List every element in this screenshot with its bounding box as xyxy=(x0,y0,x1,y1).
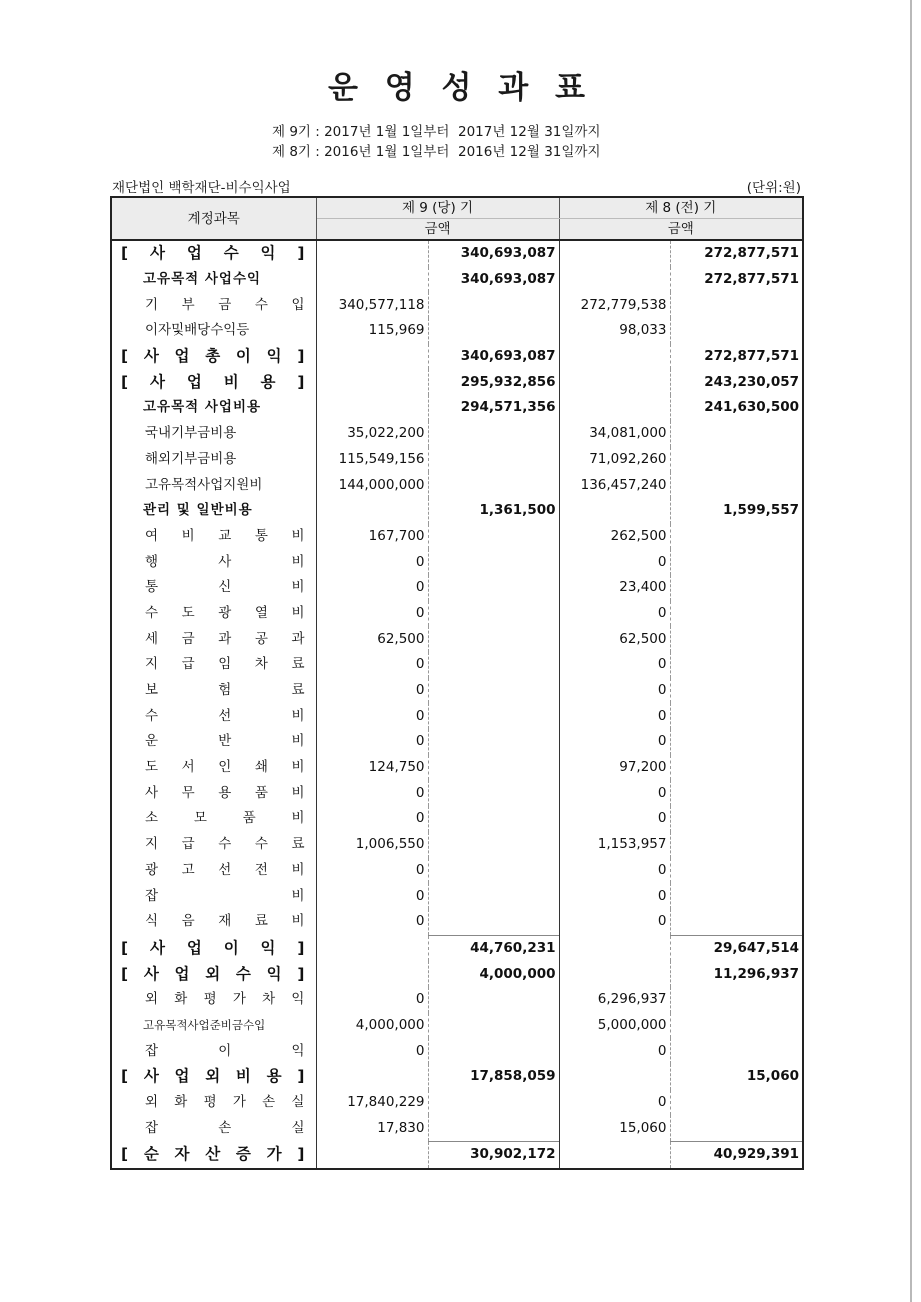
current-total-amount xyxy=(428,832,559,858)
page-edge xyxy=(910,0,912,1302)
account-name xyxy=(111,858,316,884)
current-total-amount xyxy=(428,987,559,1013)
account-name xyxy=(111,678,316,704)
prior-detail-amount xyxy=(559,369,670,395)
account-name xyxy=(111,318,316,344)
account-label: 잡 비 xyxy=(145,887,305,904)
table-row xyxy=(111,755,803,781)
prior-detail-amount: 0 xyxy=(559,703,670,729)
account-label: 소 모 품 비 xyxy=(145,810,305,827)
table-row xyxy=(111,1090,803,1116)
account-name xyxy=(111,729,316,755)
current-total-amount xyxy=(428,1038,559,1064)
prior-detail-amount: 262,500 xyxy=(559,524,670,550)
current-total-amount xyxy=(428,1013,559,1039)
header-account: 계정과목 xyxy=(111,197,316,240)
current-total-amount: 44,760,231 xyxy=(428,935,559,961)
table-row xyxy=(111,1142,803,1169)
prior-total-amount xyxy=(670,729,803,755)
account-label: 관리 및 일반비용 xyxy=(143,502,253,519)
table-row xyxy=(111,421,803,447)
current-detail-amount: 0 xyxy=(316,575,428,601)
current-total-amount: 30,902,172 xyxy=(428,1142,559,1169)
account-name xyxy=(111,652,316,678)
account-name xyxy=(111,498,316,524)
current-total-amount xyxy=(428,318,559,344)
current-total-amount xyxy=(428,292,559,318)
table-row xyxy=(111,267,803,293)
header-current-amount: 금액 xyxy=(316,219,559,241)
table-row xyxy=(111,575,803,601)
table-row xyxy=(111,292,803,318)
table-row xyxy=(111,395,803,421)
current-detail-amount: 4,000,000 xyxy=(316,1013,428,1039)
current-total-amount xyxy=(428,472,559,498)
organization-name: 재단법인 백학재단-비수익사업 xyxy=(112,180,291,196)
table-row xyxy=(111,678,803,704)
prior-detail-amount: 0 xyxy=(559,858,670,884)
operating-results-table xyxy=(110,196,804,1170)
table-row xyxy=(111,652,803,678)
prior-detail-amount: 34,081,000 xyxy=(559,421,670,447)
account-name xyxy=(111,267,316,293)
current-detail-amount xyxy=(316,267,428,293)
current-detail-amount: 0 xyxy=(316,780,428,806)
prior-total-amount: 40,929,391 xyxy=(670,1142,803,1169)
current-detail-amount xyxy=(316,935,428,961)
account-name xyxy=(111,292,316,318)
table-row xyxy=(111,549,803,575)
period-current: 제 9기 : 2017년 1월 1일부터 2017년 12월 31일까지 xyxy=(272,124,601,140)
table-row xyxy=(111,858,803,884)
current-total-amount: 17,858,059 xyxy=(428,1064,559,1090)
prior-detail-amount: 0 xyxy=(559,780,670,806)
current-total-amount xyxy=(428,858,559,884)
prior-total-amount xyxy=(670,575,803,601)
prior-total-amount xyxy=(670,755,803,781)
current-detail-amount: 0 xyxy=(316,678,428,704)
current-detail-amount: 0 xyxy=(316,1038,428,1064)
prior-total-amount: 15,060 xyxy=(670,1064,803,1090)
current-detail-amount: 1,006,550 xyxy=(316,832,428,858)
account-label: [ 사 업 수 익 ] xyxy=(121,244,305,263)
table-row xyxy=(111,369,803,395)
current-detail-amount: 0 xyxy=(316,987,428,1013)
prior-total-amount xyxy=(670,883,803,909)
account-name xyxy=(111,935,316,961)
table-row xyxy=(111,318,803,344)
account-name xyxy=(111,755,316,781)
prior-detail-amount: 5,000,000 xyxy=(559,1013,670,1039)
account-label: 보 험 료 xyxy=(145,682,305,699)
account-name xyxy=(111,395,316,421)
current-detail-amount: 144,000,000 xyxy=(316,472,428,498)
table-row xyxy=(111,601,803,627)
account-label: 지 급 임 차 료 xyxy=(145,656,305,673)
table-row xyxy=(111,1115,803,1141)
account-label: 지 급 수 수 료 xyxy=(145,836,305,853)
prior-total-amount xyxy=(670,292,803,318)
prior-total-amount: 241,630,500 xyxy=(670,395,803,421)
account-name xyxy=(111,1142,316,1169)
current-detail-amount: 124,750 xyxy=(316,755,428,781)
prior-total-amount xyxy=(670,780,803,806)
prior-total-amount xyxy=(670,601,803,627)
table-row xyxy=(111,524,803,550)
current-detail-amount xyxy=(316,369,428,395)
account-label: 식 음 재 료 비 xyxy=(145,913,305,930)
account-label: 세 금 과 공 과 xyxy=(145,630,305,647)
account-name xyxy=(111,987,316,1013)
current-detail-amount: 35,022,200 xyxy=(316,421,428,447)
prior-total-amount: 272,877,571 xyxy=(670,344,803,370)
account-label: 행 사 비 xyxy=(145,553,305,570)
account-name xyxy=(111,421,316,447)
current-total-amount: 340,693,087 xyxy=(428,267,559,293)
unit-label: (단위:원) xyxy=(746,180,801,196)
prior-total-amount xyxy=(670,447,803,473)
prior-total-amount xyxy=(670,1013,803,1039)
account-name xyxy=(111,369,316,395)
table-row xyxy=(111,1064,803,1090)
table-row xyxy=(111,1013,803,1039)
prior-detail-amount: 0 xyxy=(559,678,670,704)
current-total-amount: 295,932,856 xyxy=(428,369,559,395)
prior-total-amount: 272,877,571 xyxy=(670,267,803,293)
prior-detail-amount: 98,033 xyxy=(559,318,670,344)
period-prior: 제 8기 : 2016년 1월 1일부터 2016년 12월 31일까지 xyxy=(272,144,601,160)
current-detail-amount: 340,577,118 xyxy=(316,292,428,318)
current-detail-amount: 0 xyxy=(316,806,428,832)
account-label: 외 화 평 가 손 실 xyxy=(145,1094,305,1111)
account-label: 외 화 평 가 차 익 xyxy=(145,991,305,1008)
account-name xyxy=(111,549,316,575)
account-name xyxy=(111,909,316,935)
current-detail-amount xyxy=(316,498,428,524)
prior-detail-amount: 0 xyxy=(559,909,670,935)
current-total-amount xyxy=(428,678,559,704)
account-label: 사 무 용 품 비 xyxy=(145,784,305,801)
prior-detail-amount: 272,779,538 xyxy=(559,292,670,318)
account-name xyxy=(111,240,316,267)
current-detail-amount xyxy=(316,961,428,987)
current-total-amount xyxy=(428,626,559,652)
account-name xyxy=(111,1090,316,1116)
prior-total-amount xyxy=(670,524,803,550)
account-name xyxy=(111,703,316,729)
current-total-amount xyxy=(428,524,559,550)
current-detail-amount: 0 xyxy=(316,549,428,575)
table-row xyxy=(111,832,803,858)
current-total-amount: 4,000,000 xyxy=(428,961,559,987)
prior-detail-amount: 6,296,937 xyxy=(559,987,670,1013)
current-total-amount xyxy=(428,575,559,601)
prior-detail-amount xyxy=(559,961,670,987)
prior-detail-amount: 97,200 xyxy=(559,755,670,781)
prior-detail-amount: 136,457,240 xyxy=(559,472,670,498)
account-label: [ 사 업 이 익 ] xyxy=(121,938,305,957)
account-label: 국내기부금비용 xyxy=(145,425,237,442)
current-detail-amount: 167,700 xyxy=(316,524,428,550)
current-detail-amount: 0 xyxy=(316,858,428,884)
prior-detail-amount: 1,153,957 xyxy=(559,832,670,858)
prior-detail-amount: 0 xyxy=(559,1038,670,1064)
prior-detail-amount xyxy=(559,267,670,293)
account-label: 여 비 교 통 비 xyxy=(145,527,305,544)
account-label: 고유목적사업준비금수입 xyxy=(143,1017,266,1032)
account-name xyxy=(111,780,316,806)
current-total-amount xyxy=(428,729,559,755)
prior-total-amount xyxy=(670,806,803,832)
table-row xyxy=(111,240,803,267)
current-total-amount xyxy=(428,421,559,447)
prior-total-amount: 1,599,557 xyxy=(670,498,803,524)
prior-detail-amount: 71,092,260 xyxy=(559,447,670,473)
prior-detail-amount: 0 xyxy=(559,729,670,755)
table-row xyxy=(111,729,803,755)
account-name xyxy=(111,1013,316,1039)
account-label: [ 사 업 총 이 익 ] xyxy=(121,347,305,366)
account-name xyxy=(111,961,316,987)
prior-detail-amount: 0 xyxy=(559,1090,670,1116)
current-total-amount xyxy=(428,806,559,832)
account-label: [ 순 자 산 증 가 ] xyxy=(121,1145,305,1164)
prior-total-amount: 29,647,514 xyxy=(670,935,803,961)
prior-detail-amount xyxy=(559,395,670,421)
account-name xyxy=(111,524,316,550)
account-name xyxy=(111,344,316,370)
prior-total-amount xyxy=(670,1115,803,1141)
prior-detail-amount: 0 xyxy=(559,883,670,909)
current-total-amount xyxy=(428,780,559,806)
current-total-amount xyxy=(428,601,559,627)
prior-total-amount xyxy=(670,858,803,884)
prior-total-amount xyxy=(670,421,803,447)
account-label: 고유목적 사업수익 xyxy=(143,271,262,288)
current-detail-amount: 0 xyxy=(316,909,428,935)
current-total-amount xyxy=(428,703,559,729)
table-row xyxy=(111,935,803,961)
current-total-amount xyxy=(428,1090,559,1116)
current-detail-amount: 0 xyxy=(316,883,428,909)
prior-total-amount xyxy=(670,703,803,729)
account-name xyxy=(111,601,316,627)
table-row xyxy=(111,780,803,806)
current-detail-amount xyxy=(316,240,428,267)
current-detail-amount: 115,969 xyxy=(316,318,428,344)
prior-detail-amount xyxy=(559,240,670,267)
account-label: 통 신 비 xyxy=(145,579,305,596)
current-detail-amount: 17,830 xyxy=(316,1115,428,1141)
prior-total-amount xyxy=(670,1038,803,1064)
table-row xyxy=(111,498,803,524)
table-row xyxy=(111,961,803,987)
account-name xyxy=(111,626,316,652)
account-label: [ 사 업 비 용 ] xyxy=(121,372,305,391)
prior-detail-amount: 0 xyxy=(559,549,670,575)
prior-total-amount xyxy=(670,626,803,652)
prior-detail-amount xyxy=(559,498,670,524)
current-detail-amount xyxy=(316,1064,428,1090)
header-prior-period: 제 8 (전) 기 xyxy=(559,197,803,219)
account-name xyxy=(111,447,316,473)
table-row xyxy=(111,987,803,1013)
table-row xyxy=(111,909,803,935)
account-label: 고유목적사업지원비 xyxy=(145,476,263,493)
table-row xyxy=(111,806,803,832)
current-detail-amount: 0 xyxy=(316,652,428,678)
current-detail-amount xyxy=(316,1142,428,1169)
table-row xyxy=(111,472,803,498)
table-row xyxy=(111,1038,803,1064)
current-total-amount: 340,693,087 xyxy=(428,344,559,370)
current-detail-amount: 0 xyxy=(316,703,428,729)
prior-detail-amount: 0 xyxy=(559,652,670,678)
current-total-amount: 1,361,500 xyxy=(428,498,559,524)
account-name xyxy=(111,575,316,601)
account-label: 고유목적 사업비용 xyxy=(143,399,262,416)
prior-detail-amount: 15,060 xyxy=(559,1115,670,1141)
prior-total-amount xyxy=(670,318,803,344)
current-detail-amount xyxy=(316,395,428,421)
account-label: 해외기부금비용 xyxy=(145,450,237,467)
prior-detail-amount xyxy=(559,1142,670,1169)
page-title: 운 영 성 과 표 xyxy=(328,70,593,106)
table-row xyxy=(111,626,803,652)
account-name xyxy=(111,472,316,498)
prior-total-amount xyxy=(670,987,803,1013)
current-total-amount xyxy=(428,755,559,781)
account-label: [ 사 업 외 수 익 ] xyxy=(121,964,305,983)
account-label: 잡 손 실 xyxy=(145,1119,305,1136)
account-name xyxy=(111,1064,316,1090)
account-label: 이자및배당수익등 xyxy=(145,322,250,339)
account-name xyxy=(111,806,316,832)
account-label: [ 사 업 외 비 용 ] xyxy=(121,1067,305,1086)
prior-total-amount xyxy=(670,909,803,935)
prior-detail-amount xyxy=(559,344,670,370)
account-label: 수 선 비 xyxy=(145,707,305,724)
current-total-amount: 294,571,356 xyxy=(428,395,559,421)
account-label: 운 반 비 xyxy=(145,733,305,750)
account-label: 광 고 선 전 비 xyxy=(145,861,305,878)
table-row xyxy=(111,447,803,473)
prior-total-amount xyxy=(670,678,803,704)
table-body xyxy=(111,240,803,1169)
table-row xyxy=(111,883,803,909)
account-label: 잡 이 익 xyxy=(145,1042,305,1059)
current-detail-amount: 0 xyxy=(316,729,428,755)
current-total-amount xyxy=(428,883,559,909)
account-label: 도 서 인 쇄 비 xyxy=(145,759,305,776)
prior-detail-amount xyxy=(559,1064,670,1090)
prior-detail-amount: 0 xyxy=(559,806,670,832)
prior-total-amount xyxy=(670,472,803,498)
current-detail-amount xyxy=(316,344,428,370)
prior-total-amount: 243,230,057 xyxy=(670,369,803,395)
account-label: 기 부 금 수 입 xyxy=(145,296,305,313)
current-total-amount xyxy=(428,549,559,575)
account-label: 수 도 광 열 비 xyxy=(145,604,305,621)
current-detail-amount: 0 xyxy=(316,601,428,627)
current-total-amount xyxy=(428,652,559,678)
prior-total-amount: 272,877,571 xyxy=(670,240,803,267)
prior-total-amount: 11,296,937 xyxy=(670,961,803,987)
prior-detail-amount: 62,500 xyxy=(559,626,670,652)
header-current-period: 제 9 (당) 기 xyxy=(316,197,559,219)
prior-total-amount xyxy=(670,549,803,575)
prior-total-amount xyxy=(670,832,803,858)
prior-detail-amount xyxy=(559,935,670,961)
account-name xyxy=(111,1115,316,1141)
current-total-amount xyxy=(428,909,559,935)
prior-detail-amount: 23,400 xyxy=(559,575,670,601)
account-name xyxy=(111,883,316,909)
prior-total-amount xyxy=(670,652,803,678)
current-total-amount xyxy=(428,1115,559,1141)
account-name xyxy=(111,1038,316,1064)
current-detail-amount: 62,500 xyxy=(316,626,428,652)
prior-total-amount xyxy=(670,1090,803,1116)
table-row xyxy=(111,344,803,370)
header-prior-amount: 금액 xyxy=(559,219,803,241)
account-name xyxy=(111,832,316,858)
current-total-amount: 340,693,087 xyxy=(428,240,559,267)
current-detail-amount: 115,549,156 xyxy=(316,447,428,473)
prior-detail-amount: 0 xyxy=(559,601,670,627)
table-row xyxy=(111,703,803,729)
current-detail-amount: 17,840,229 xyxy=(316,1090,428,1116)
current-total-amount xyxy=(428,447,559,473)
